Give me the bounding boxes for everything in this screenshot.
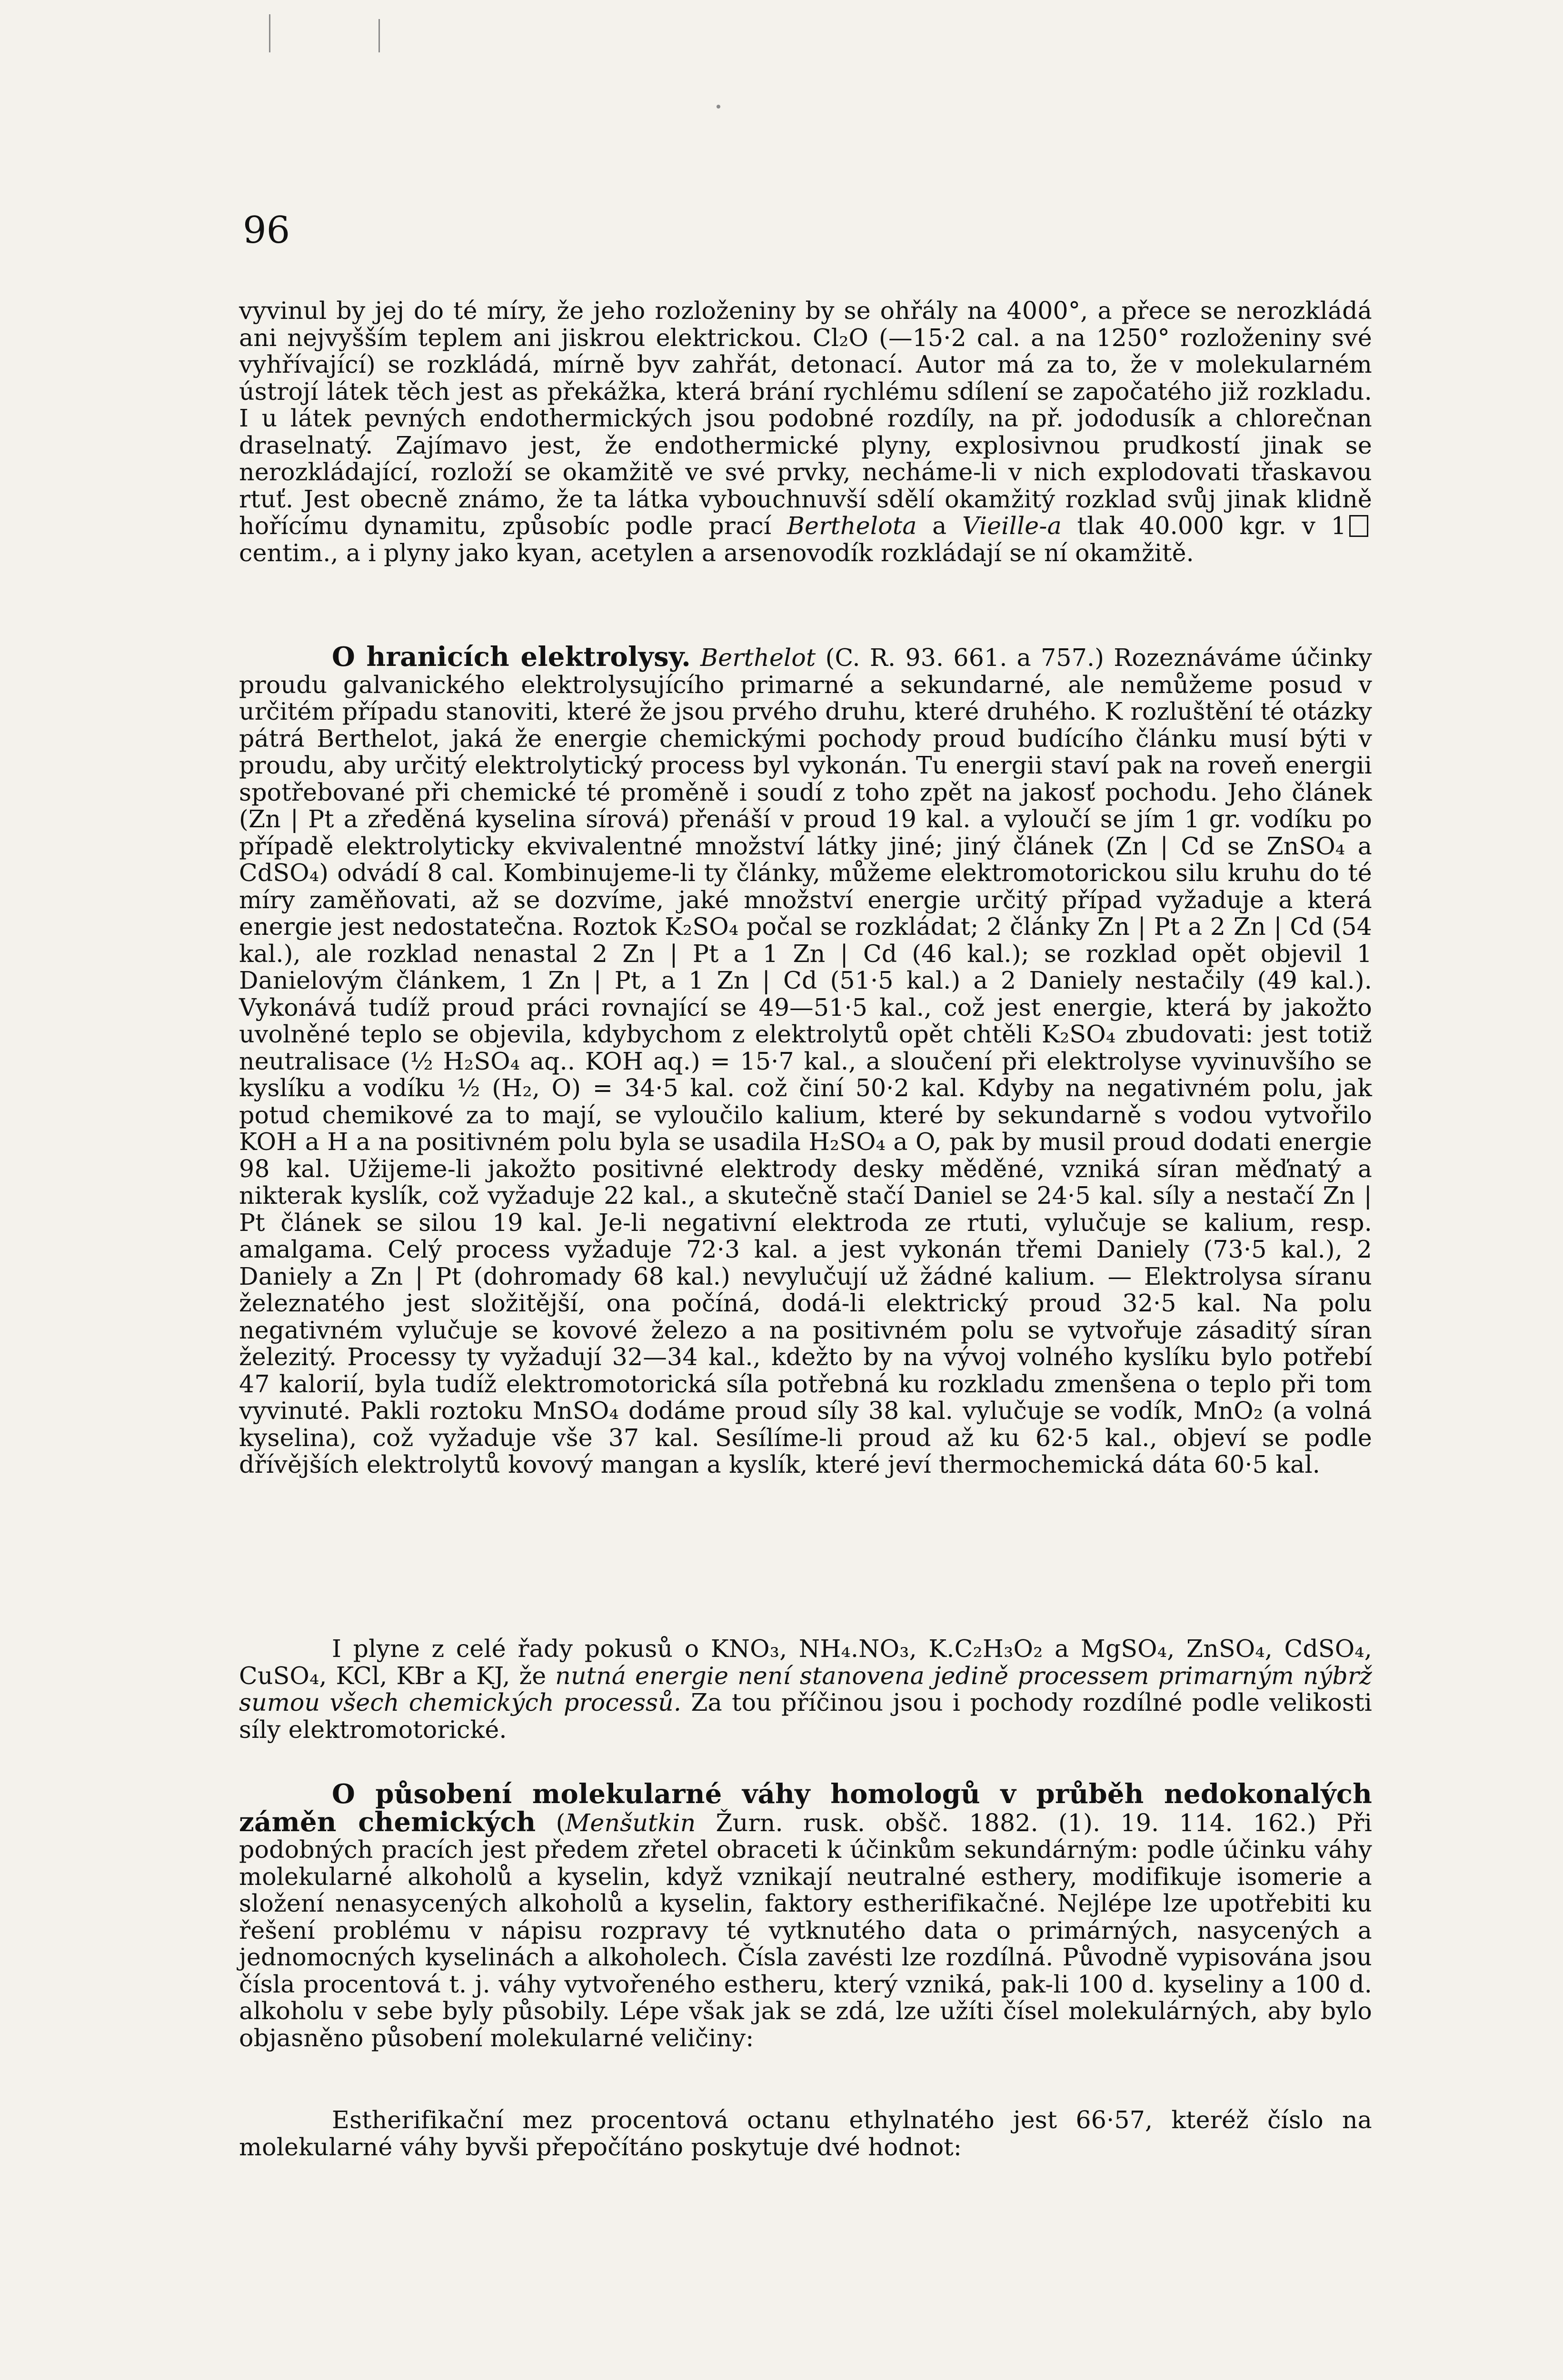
scan-artifact — [717, 105, 720, 109]
conclusion-tail: Za tou příčinou jsou i pochody rozdílné podle velikosti síly elektromotorické. — [239, 1688, 1372, 1744]
method-paragraph — [239, 2107, 1372, 2161]
author-reference: Vieille-a — [962, 512, 1062, 540]
intro-text: vyvinul by jej do té míry, že jeho rozloženiny by se ohřály na 4000°, a přece se nerozkládá ani nejvyšším teplem ani jiskrou elektrickou. Cl₂O (—15·2 cal. a na 1250° rozloženiny své vyhřívající) se rozkládá, mírně byv zahřát, detonací. Autor má za to, že v molekularném ústrojí látek těch jest as překážka, která brání rychlému sdílení se započatého již rozkladu. I u látek pevných endothermických jsou podobné rozdíly, na př. jododusík a chlorečnan draselnatý. Zajímavo jest, že endothermické plyny, explosivnou prudkostí jinak se nerozkládající, rozloží se okamžitě ve své prvky, necháme-li v nich explodovati třaskavou rtuť. Jest obecně známo, že ta látka vybouchnuvší sdělí okamžitý rozklad svůj jinak klidně hořícímu dynamitu, způsobíc podle prací — [239, 297, 1372, 540]
conjunction: a — [932, 512, 947, 540]
scan-artifact — [269, 14, 270, 52]
method-text: Estherifikační mez procentová octanu ethylnatého jest 66·57, kteréž číslo na molekularné váhy byvši přepočítáno poskytuje dvé hodnot: — [239, 2106, 1372, 2161]
citation: Žurn. rusk. obšč. 1882. (1). 19. 114. 162.) — [716, 1808, 1316, 1837]
conclusion-text: I plyne z celé řady pokusů o KNO₃, NH₄.NO₃, K.C₂H₃O₂ a MgSO₄, ZnSO₄, CdSO₄, CuSO₄, KCl, KBr a KJ, že — [239, 1635, 1372, 1690]
section-body: Při podobných pracích jest předem zřetel obraceti k účinkům sekundárným: podle účinku váhy molekularné alkoholů a kyselin, když vznikají neutralné esthery, modifikuje isomerie a složení nenasycených alkoholů a kyselin, faktory estherifikačné. Nejlépe lze upotřebiti ku řešení problému v nápisu rozpravy té vytknutého data o primárných, nasycených a jednomocných kyselinách a alkoholech. Čísla zavésti lze rozdílná. Původně vypisována jsou čísla procentová t. j. váhy vytvořeného estheru, který vzniká, pak-li 100 d. kyseliny a 100 d. alkoholu v sebe byly působily. Lépe však jak se zdá, lze užíti čísel molekulárných, aby bylo objasněno působení molekularné veličiny: — [239, 1808, 1372, 2052]
scan-artifact — [378, 19, 380, 52]
citation: (C. R. 93. 661. a 757.) — [825, 644, 1105, 672]
section-body: Rozeznáváme účinky proudu galvanického elektrolysujícího primarné a sekundarné, ale nemůžeme posud v určitém případu stanoviti, které že jsou prvého druhu, které druhého. K rozluštění té otázky pátrá Berthelot, jaká že energie chemickými pochody proud budícího článku musí býti v proudu, aby určitý elektrolytický process byl vykonán. Tu energii staví pak na roveň energii spotřebované při chemické té proměně i soudí z toho zpět na jakosť pochodu. Jeho článek (Zn | Pt a zředěná kyselina sírová) přenáší v proud 19 kal. a vyloučí se jím 1 gr. vodíku po případě elektrolyticky ekvivalentné množství látky jiné; jiný článek (Zn | Cd se ZnSO₄ a CdSO₄) odvádí 8 cal. Kombinujeme-li ty články, můžeme elektromotorickou silu kruhu do té míry zaměňovati, až se dozvíme, jaké množství energie určitý případ vyžaduje a která energie jest nedostatečna. Roztok K₂SO₄ počal se rozkládat; 2 články Zn | Pt a 2 Zn | Cd (54 kal.), ale rozklad nenastal 2 Zn | Pt a 1 Zn | Cd (46 kal.); se rozklad opět objevil 1 Danielovým článkem, 1 Zn | Pt, a 1 Zn | Cd (51·5 kal.) a 2 Daniely nestačily (49 kal.). Vykonává tudíž proud práci rovnající se 49—51·5 kal., což jest energie, která by jakožto uvolněné teplo se objevila, kdybychom z elektrolytů opět chtěli K₂SO₄ zbudovati: jest totiž neutralisace (½ H₂SO₄ aq.. KOH aq.) = 15·7 kal., a sloučení při elektrolyse vyvinuvšího se kyslíku a vodíku ½ (H₂, O) = 34·5 kal. což činí 50·2 kal. Kdyby na negativném polu, jak potud chemikové za to mají, se vyloučilo kalium, které by sekundarně s vodou vytvořilo KOH a H a na positivném polu byla se usadila H₂SO₄ a O, pak by musil proud dodati energie 98 kal. Užijeme-li jakožto positivné elektrody desky měděné, vzniká síran měďnatý a nikterak kyslík, což vyžaduje 22 kal., a skutečně stačí Daniel se 24·5 kal. síly a nestačí Zn | Pt článek se silou 19 kal. Je-li negativní elektroda ze rtuti, vylučuje se kalium, resp. amalgama. Celý process vyžaduje 72·3 kal. a jest vykonán třemi Daniely (73·5 kal.), 2 Daniely a Zn | Pt (dohromady 68 kal.) nevylučují už žádné kalium. — Elektrolysa síranu železnatého jest složitější, ona počíná, dodá-li elektrický proud 32·5 kal. Na polu negativném vylučuje se kovové železo a na positivném polu se vytvořuje zásaditý síran železitý. Processy ty vyžadují 32—34 kal., kdežto by na vývoj volného kyslíku bylo potřebí 47 kalorií, byla tudíž elektromotorická síla potřebná ku rozkladu zmenšena o teplo při tom vyvinuté. Pakli roztoku MnSO₄ dodáme proud síly 38 kal. vylučuje se vodík, MnO₂ (a volná kyselina), což vyžaduje vše 37 kal. Sesílíme-li proud až ku 62·5 kal., objeví se podle dřívějších elektrolytů kovový mangan a kyslík, které jeví thermochemická dáta 60·5 kal. — [239, 644, 1372, 1478]
conclusion-paragraph — [239, 1636, 1372, 1743]
emphasized-text: nutná energie není stanovena jedině processem primarným nýbrž sumou všech chemických processů. — [239, 1661, 1372, 1716]
page-number: 96 — [243, 209, 290, 252]
intro-paragraph — [239, 298, 1372, 566]
intro-text-end: centim., a i plyny jako kyan, acetylen a arsenovodík rozkládají se ní okamžitě. — [239, 538, 1194, 567]
author-reference: Menšutkin — [565, 1808, 696, 1837]
author-reference: Berthelota — [786, 512, 917, 540]
electrolysis-section — [239, 641, 1372, 1478]
pressure-text: tlak 40.000 kgr. v 1 — [1077, 512, 1346, 540]
section-heading: O působení molekularné váhy homologů v průběh nedokonalých záměn chemických — [239, 1778, 1372, 1838]
molecular-section: O působení molekularné váhy homologů v průběh nedokonalých záměn chemických (Menšutkin Žurn. rusk. obšč. 1882. (1). 19. 114. 162.) Při podobných pracích jest předem zřetel obraceti k účinkům sekundárným: podle účinku váhy molekularné alkoholů a kyselin, když vznikají neutralné esthery, modifikuje isomerie a složení nenasycených alkoholů a kyselin, faktory estherifikačné. Nejlépe lze upotřebiti ku řešení problému v nápisu rozpravy té vytknutého data o primárných, nasycených a jednomocných kyselinách a alkoholech. Čísla zavésti lze rozdílná. Původně vypisována jsou čísla procentová t. j. váhy vytvořeného estheru, který vzniká, pak-li 100 d. kyseliny a 100 d. alkoholu v sebe byly působily. Lépe však jak se zdá, lze užíti čísel molekulárných, aby bylo objasněno působení molekularné veličiny: — [239, 1778, 1372, 2052]
section-heading: O hranicích elektrolysy. — [332, 641, 691, 673]
author-reference: Berthelot — [700, 644, 816, 672]
square-symbol-icon — [1349, 515, 1368, 537]
